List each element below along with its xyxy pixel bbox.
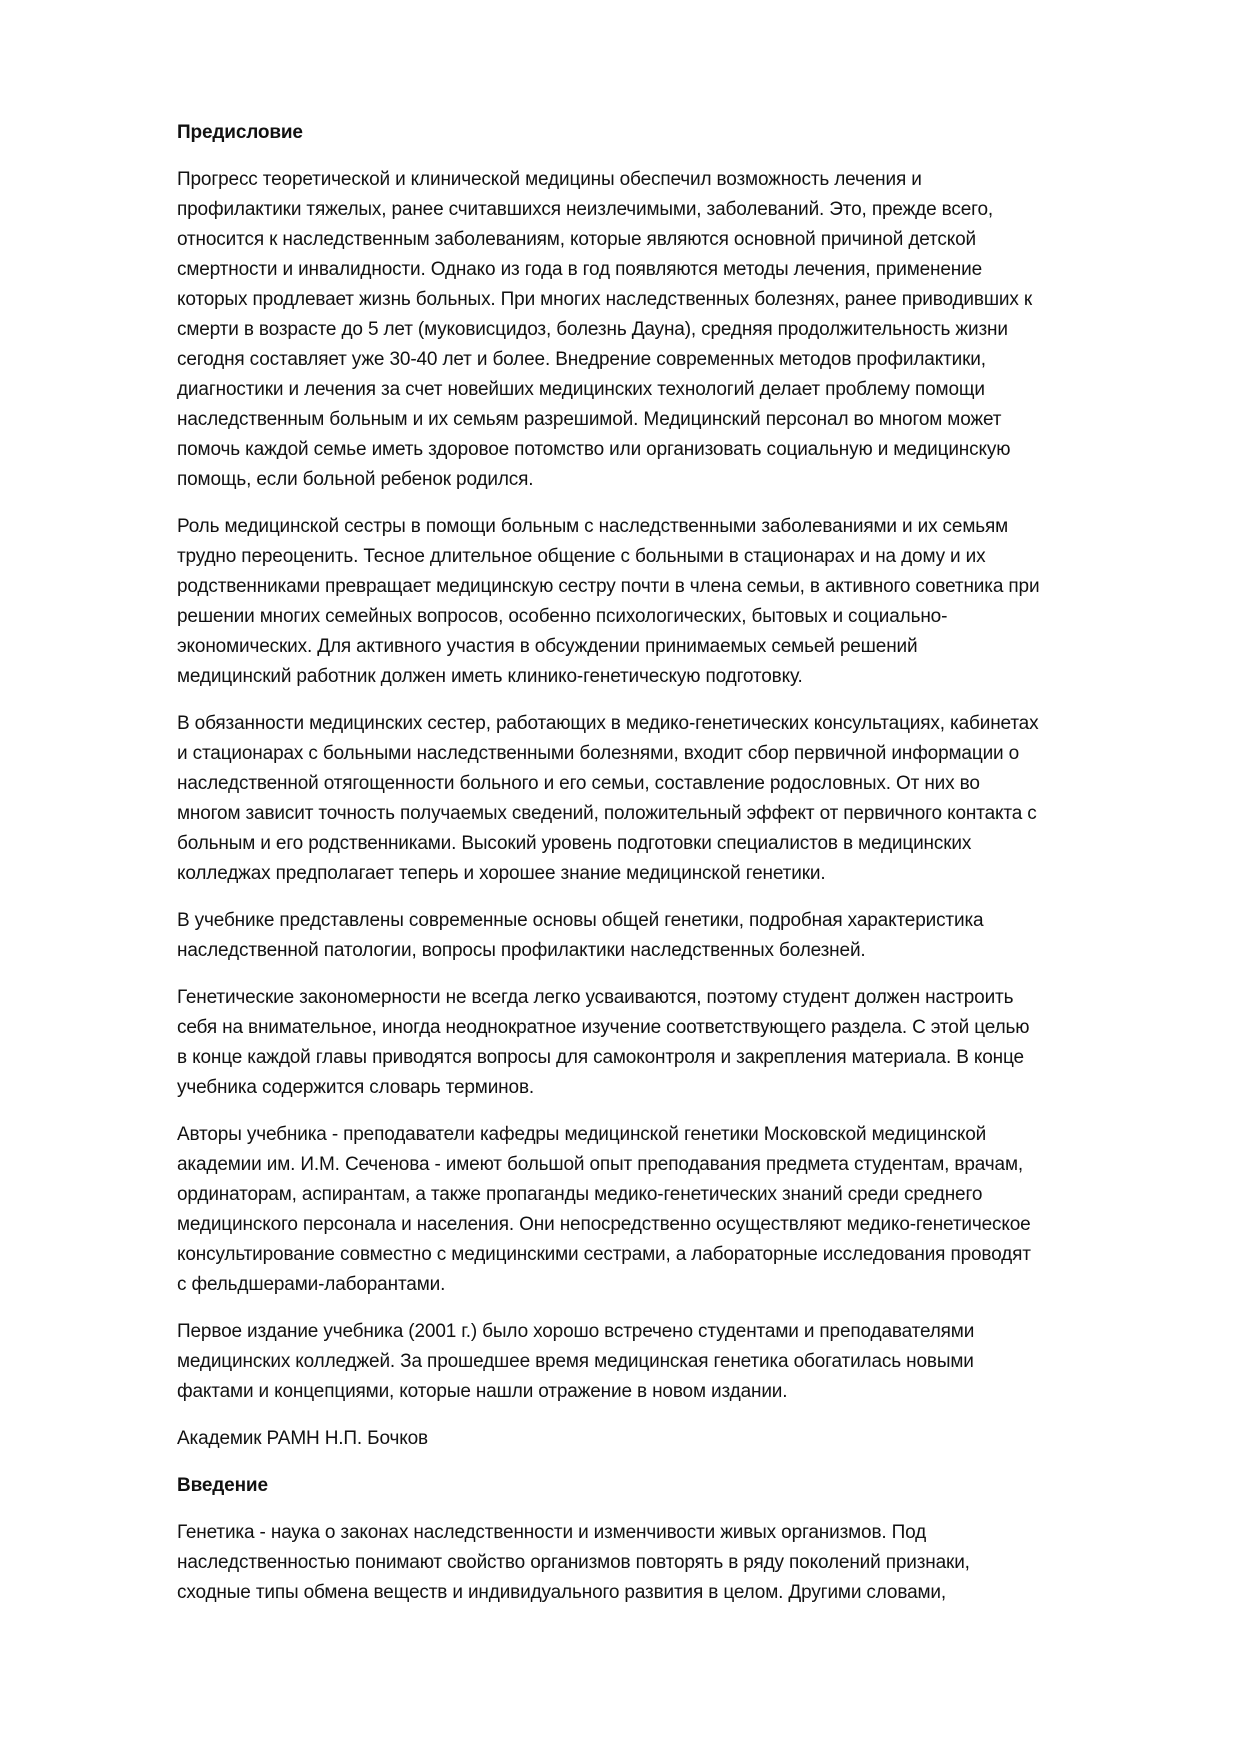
paragraph: [177, 1518, 1177, 1608]
text-line: наследственной патологии, вопросы профилактики наследственных болезней.: [177, 940, 866, 961]
text-line: ординаторам, аспирантам, а также пропаганды медико-генетических знаний среди среднего: [177, 1184, 983, 1205]
paragraph: [177, 1317, 1177, 1407]
text-line: и стационарах с больными наследственными болезнями, входит сбор первичной информации о: [177, 743, 1020, 764]
text-line: которых продлевает жизнь больных. При многих наследственных болезнях, ранее приводивших к: [177, 289, 1033, 310]
text-line: Авторы учебника - преподаватели кафедры медицинской генетики Московской медицинской: [177, 1124, 987, 1145]
paragraph: [177, 512, 1177, 692]
text-line: Прогресс теоретической и клинической медицины обеспечил возможность лечения и: [177, 169, 922, 190]
text-line: Генетические закономерности не всегда легко усваиваются, поэтому студент должен настроить: [177, 987, 1014, 1008]
text-line: помощь, если больной ребенок родился.: [177, 469, 534, 490]
author-signature: Академик РАМН Н.П. Бочков: [177, 1428, 428, 1449]
paragraph: [177, 709, 1177, 889]
text-line: экономических. Для активного участия в обсуждении принимаемых семьей решений: [177, 636, 918, 657]
text-line: решении многих семейных вопросов, особенно психологических, бытовых и социально-: [177, 606, 948, 627]
section-heading-introduction: Введение: [177, 1475, 268, 1496]
text-line: академии им. И.М. Сеченова - имеют большой опыт преподавания предмета студентам, врачам,: [177, 1154, 1024, 1175]
text-line: консультирование совместно с медицинскими сестрами, а лабораторные исследования проводят: [177, 1244, 1031, 1265]
text-line: диагностики и лечения за счет новейших медицинских технологий делает проблему помощи: [177, 379, 985, 400]
text-line: сегодня составляет уже 30-40 лет и более. Внедрение современных методов профилактики,: [177, 349, 986, 370]
text-line: наследственной отягощенности больного и его семьи, составление родословных. От них во: [177, 773, 980, 794]
document-page: [177, 118, 1177, 1625]
text-line: медицинский работник должен иметь клинико-генетическую подготовку.: [177, 666, 803, 687]
text-line: помочь каждой семье иметь здоровое потомство или организовать социальную и медицинскую: [177, 439, 1011, 460]
text-line: трудно переоценить. Тесное длительное общение с больными в стационарах и на дому и их: [177, 546, 986, 567]
text-line: колледжах предполагает теперь и хорошее знание медицинской генетики.: [177, 863, 826, 884]
text-line: в конце каждой главы приводятся вопросы для самоконтроля и закрепления материала. В конце: [177, 1047, 1024, 1068]
text-line: наследственным больным и их семьям разрешимой. Медицинский персонал во многом может: [177, 409, 1002, 430]
text-line: учебника содержится словарь терминов.: [177, 1077, 535, 1098]
text-line: себя на внимательное, иногда неоднократное изучение соответствующего раздела. С этой целью: [177, 1017, 1030, 1038]
text-line: профилактики тяжелых, ранее считавшихся неизлечимыми, заболеваний. Это, прежде всего,: [177, 199, 994, 220]
section-heading-preface: Предисловие: [177, 122, 303, 143]
text-line: медицинских колледжей. За прошедшее время медицинская генетика обогатилась новыми: [177, 1351, 974, 1372]
text-line: Генетика - наука о законах наследственности и изменчивости живых организмов. Под: [177, 1522, 927, 1543]
text-line: больным и его родственниками. Высокий уровень подготовки специалистов в медицинских: [177, 833, 972, 854]
text-line: смерти в возрасте до 5 лет (муковисцидоз, болезнь Дауна), средняя продолжительность жизни: [177, 319, 1008, 340]
text-line: В учебнике представлены современные основы общей генетики, подробная характеристика: [177, 910, 984, 931]
text-line: фактами и концепциями, которые нашли отражение в новом издании.: [177, 1381, 788, 1402]
text-line: В обязанности медицинских сестер, работающих в медико-генетических консультациях, кабинетах: [177, 713, 1039, 734]
text-line: сходные типы обмена веществ и индивидуального развития в целом. Другими словами,: [177, 1582, 946, 1603]
text-line: с фельдшерами-лаборантами.: [177, 1274, 446, 1295]
text-line: относится к наследственным заболеваниям, которые являются основной причиной детской: [177, 229, 976, 250]
text-line: Роль медицинской сестры в помощи больным с наследственными заболеваниями и их семьям: [177, 516, 1009, 537]
paragraph: [177, 906, 1177, 966]
paragraph: [177, 165, 1177, 495]
text-line: наследственностью понимают свойство организмов повторять в ряду поколений признаки,: [177, 1552, 970, 1573]
text-line: смертности и инвалидности. Однако из года в год появляются методы лечения, применение: [177, 259, 983, 280]
text-line: медицинского персонала и населения. Они непосредственно осуществляют медико-генетическое: [177, 1214, 1031, 1235]
text-line: родственниками превращает медицинскую сестру почти в члена семьи, в активного советника при: [177, 576, 1040, 597]
text-line: многом зависит точность получаемых сведений, положительный эффект от первичного контакта с: [177, 803, 1037, 824]
paragraph: [177, 983, 1177, 1103]
paragraph: [177, 1120, 1177, 1300]
text-line: Первое издание учебника (2001 г.) было хорошо встречено студентами и преподавателями: [177, 1321, 975, 1342]
